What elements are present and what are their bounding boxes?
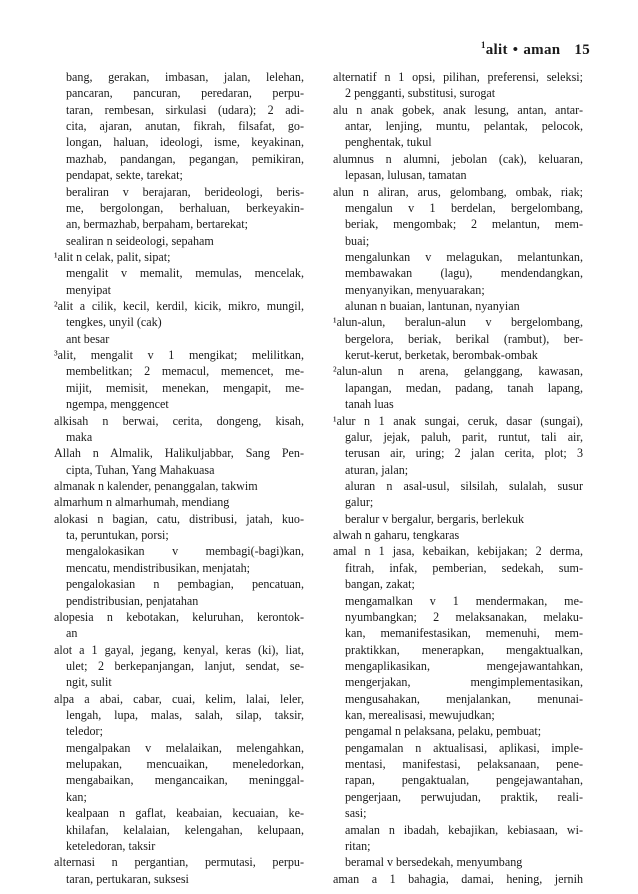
text-line: mengalunkan v melagukan, melantunkan,: [345, 249, 583, 264]
text-line: lengah, lupa, malas, salah, silap, taksir,: [66, 708, 304, 723]
text-line: sasi;: [345, 806, 367, 821]
text-line: pengalokasian n pembagian, pencatuan,: [66, 577, 304, 592]
text-line: mengalit v memalit, memulas, mencelak,: [66, 266, 304, 281]
header-last-entry: aman: [523, 42, 561, 58]
text-line: mengamalkan v 1 mendermakan, me-: [345, 593, 583, 608]
header-bullet: •: [512, 42, 519, 58]
text-line: alu n anak gobek, anak lesung, antan, antar-: [333, 102, 583, 117]
text-line: an: [66, 626, 78, 641]
text-line: almarhum n almarhumah, mendiang: [54, 495, 230, 510]
text-line: kealpaan n gaflat, keabaian, kecuaian, ke-: [66, 806, 304, 821]
text-line: alokasi n bagian, catu, distribusi, jatah, kuo-: [54, 511, 304, 526]
text-line: mengusahakan, menjalankan, menunai-: [345, 691, 583, 706]
text-line: beralur v bergalur, bergaris, berlekuk: [345, 511, 525, 526]
text-line: kan, memanifestasikan, memenuhi, mem-: [345, 626, 583, 641]
text-line: kan;: [66, 789, 87, 804]
text-line: mengerjakan, mengimplementasikan,: [345, 675, 583, 690]
text-line: mazhab, pandangan, pegangan, pemikiran,: [66, 151, 304, 166]
text-line: aluran n asal-usul, silsilah, sulalah, susur: [345, 478, 583, 493]
text-line: khilafan, kelalaian, kelengahan, kelupaan,: [66, 822, 304, 837]
text-line: lapangan, medan, padang, tanah lapang,: [345, 380, 583, 395]
text-line: mengalun v 1 berdelan, bergelombang,: [345, 200, 583, 215]
text-line: Allah n Almalik, Halikuljabbar, Sang Pen-: [54, 446, 304, 461]
text-line: mijit, memisit, menekan, mengapit, me-: [66, 380, 304, 395]
text-line: mengaplikasikan, mengejawantahkan,: [345, 658, 583, 673]
text-line: alkisah n berwai, cerita, dongeng, kisah,: [54, 413, 304, 428]
text-line: kerut-kerut, berketak, berombak-ombak: [345, 348, 538, 363]
text-line: kan, merealisasi, mewujudkan;: [345, 708, 495, 723]
text-line: alun n aliran, arus, gelombang, ombak, riak;: [333, 184, 583, 199]
text-line: alternatif n 1 opsi, pilihan, preferensi, seleksi;: [333, 70, 583, 84]
text-line: ²alun-alun n arena, gelanggang, kawasan,: [333, 364, 583, 379]
text-line: melupakan, mencuaikan, meneledorkan,: [66, 757, 304, 772]
text-line: alumnus n alumni, jebolan (cak), keluaran,: [333, 151, 583, 166]
text-line: pendapat, sekte, tarekat;: [66, 168, 183, 183]
text-line: bang, gerakan, imbasan, jalan, lelehan,: [66, 70, 304, 84]
text-line: ant besar: [66, 331, 110, 346]
text-line: membelitkan; 2 memacul, memencet, me-: [66, 364, 304, 379]
text-line: ngit, sulit: [66, 675, 112, 690]
right-column: [333, 69, 583, 887]
text-line: alopesia n kebotakan, keluruhan, kerontok-: [54, 609, 304, 624]
text-line: nyumbangkan; 2 melaksanakan, melaku-: [345, 609, 583, 624]
text-line: ¹alit n celak, palit, sipat;: [54, 249, 171, 264]
text-line: bergelora, beriak, berikal (rambut), ber-: [345, 331, 583, 346]
text-line: cipta, Tuhan, Yang Mahakuasa: [66, 462, 215, 477]
text-line: longan, haluan, ideologi, isme, keyakinan,: [66, 135, 304, 150]
text-line: ta, peruntukan, porsi;: [66, 528, 169, 543]
header-homograph-number: 1: [480, 40, 486, 50]
text-line: alunan n buaian, lantunan, nyanyian: [345, 299, 520, 314]
text-line: mentasi, manifestasi, pelaksanaan, pene-: [345, 757, 583, 772]
text-line: beriak, mengombak; 2 melantun, mem-: [345, 217, 583, 232]
text-line: pengamal n pelaksana, pelaku, pembuat;: [345, 724, 542, 739]
text-line: mengabaikan, mengancaikan, meninggal-: [66, 773, 304, 788]
text-line: mengalokasikan v membagi(-bagi)kan,: [66, 544, 304, 559]
text-line: ¹alur n 1 anak sungai, ceruk, dasar (sungai),: [333, 413, 583, 428]
text-line: galur, jejak, paluh, parit, runtut, tali air,: [345, 429, 583, 444]
text-line: pengamalan n aktualisasi, aplikasi, imple-: [345, 740, 583, 755]
text-line: fitrah, infak, pemberian, sedekah, sum-: [345, 560, 583, 575]
text-line: almanak n kalender, penanggalan, takwim: [54, 478, 258, 493]
text-line: beraliran v berajaran, berideologi, beris-: [66, 184, 304, 199]
text-line: alwah n gaharu, tengkaras: [333, 528, 460, 543]
text-line: amalan n ibadah, kebajikan, kebiasaan, wi-: [345, 822, 583, 837]
text-line: galur;: [345, 495, 374, 510]
text-line: ²alit a cilik, kecil, kerdil, kicik, mikro, mungil,: [54, 299, 304, 314]
text-line: 2 pengganti, substitusi, surogat: [345, 86, 496, 101]
text-line: teledor;: [66, 724, 103, 739]
text-line: bangan, zakat;: [345, 577, 415, 592]
text-line: alternasi n pergantian, permutasi, perpu-: [54, 855, 304, 870]
running-header: [470, 40, 590, 59]
text-line: aturan, jalan;: [345, 462, 409, 477]
text-line: pancaran, pancuran, peredaran, perpu-: [66, 86, 304, 101]
text-line: alot a 1 gayal, jegang, kenyal, keras (ki), liat,: [54, 642, 304, 657]
text-line: taran, pertukaran, suksesi: [66, 871, 189, 886]
text-line: antar, lenjing, muntu, pelantak, pelocok,: [345, 119, 583, 134]
text-line: menyipat: [66, 282, 112, 297]
text-line: pengerjaan, perwujudan, praktik, reali-: [345, 789, 583, 804]
text-line: ngempa, menggencet: [66, 397, 169, 412]
header-first-entry: alit: [485, 42, 508, 58]
text-line: maka: [66, 429, 93, 444]
text-line: tanah luas: [345, 397, 394, 412]
text-line: tengkes, unyil (cak): [66, 315, 162, 330]
text-line: alpa a abai, cabar, cuai, kelim, lalai, leler,: [54, 691, 304, 706]
text-line: me, bergolongan, berhaluan, berkeyakin-: [66, 200, 304, 215]
text-line: membawakan (lagu), mendendangkan,: [345, 266, 583, 281]
text-line: taran, rembesan, sirkulasi (udara); 2 adi-: [66, 102, 304, 117]
text-line: mencatu, mendistribusikan, menjatah;: [66, 560, 251, 575]
left-column: [54, 69, 304, 887]
text-line: penghentak, tukul: [345, 135, 432, 150]
text-line: sealiran n seideologi, sepaham: [66, 233, 214, 248]
text-line: pendistribusian, penjatahan: [66, 593, 199, 608]
page-number: 15: [574, 42, 590, 58]
text-line: ¹alun-alun, beralun-alun v bergelombang,: [333, 315, 583, 330]
text-line: ulet; 2 berkepanjangan, lanjut, sendat, se-: [66, 658, 304, 673]
text-line: lepasan, lulusan, tamatan: [345, 168, 467, 183]
text-line: beramal v bersedekah, menyumbang: [345, 855, 523, 870]
text-line: rapan, pengaktualan, pengejawantahan,: [345, 773, 583, 788]
text-line: praktikkan, menerapkan, mengaktualkan,: [345, 642, 583, 657]
text-line: menyanyikan, menyuarakan;: [345, 282, 485, 297]
text-line: aman a 1 bahagia, damai, hening, jernih: [333, 871, 583, 886]
text-line: buai;: [345, 233, 370, 248]
text-line: cita, ajaran, anutan, fikrah, filsafat, go-: [66, 119, 304, 134]
text-line: ritan;: [345, 838, 371, 853]
text-line: keteledoran, taksir: [66, 838, 156, 853]
text-line: terusan air, uring; 2 jalan cerita, plot; 3: [345, 446, 583, 461]
text-line: an, bermazhab, berpaham, bertarekat;: [66, 217, 248, 232]
text-line: amal n 1 jasa, kebaikan, kebijakan; 2 derma,: [333, 544, 583, 559]
text-line: ³alit, mengalit v 1 mengikat; melilitkan,: [54, 348, 304, 363]
text-line: mengalpakan v melalaikan, melengahkan,: [66, 740, 304, 755]
